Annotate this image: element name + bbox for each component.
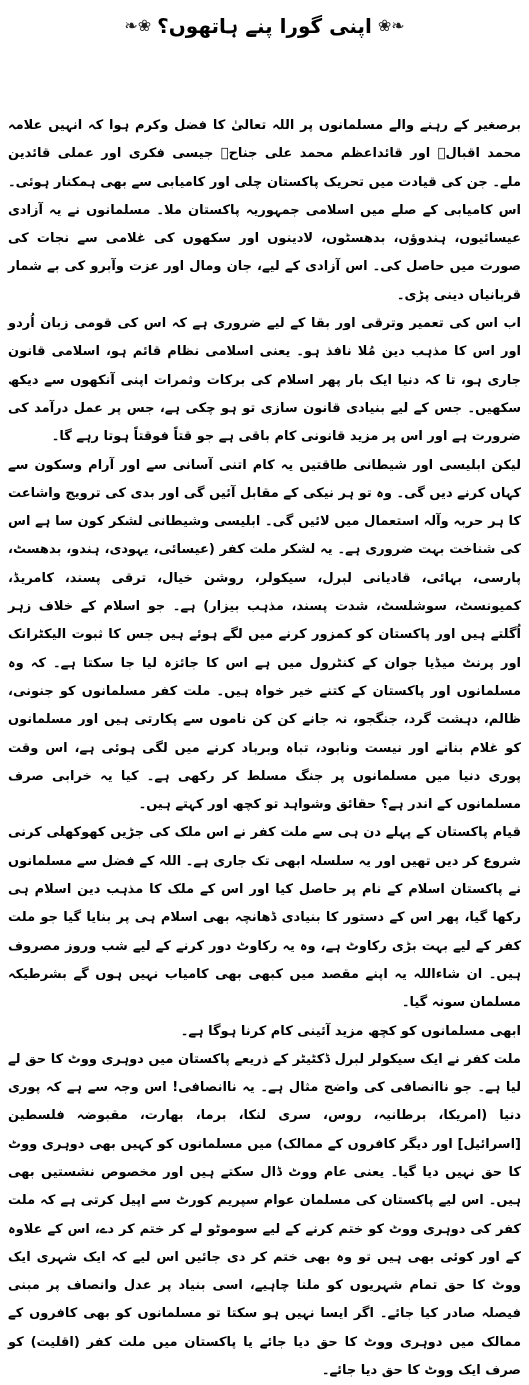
right-flourish-icon: ❀❧ xyxy=(377,16,405,35)
paragraph-1: برصغیر کے رہنے والے مسلمانوں پر اللہ تعالیٰ کا فضل وکرم ہوا کہ انہیں علامہ محمد اقبالؒ اور قائداعظم محمد علی جناحؒ جیسی فکری اور عملی قائدین ملے۔ جن کی قیادت میں تحریک پاکستان چلی اور کامیابی سے بھی ہمکنار ہوئی۔ اس کامیابی کے صلے میں اسلامی جمہوریہ پاکستان ملا۔ مسلمانوں نے یہ آزادی عیسائیوں، ہندوؤں، بدھسٹوں، لادینوں اور سکھوں کی غلامی سے نجات کی صورت میں حاصل کی۔ اس آزادی کے لیے، جان ومال اور عزت وآبرو کی بے شمار قربانیاں دینی پڑی۔ xyxy=(8,118,521,303)
title-bar xyxy=(0,14,529,38)
paragraph-4: قیام پاکستان کے پہلے دن ہی سے ملت کفر نے اس ملک کی جڑیں کھوکھلی کرنی شروع کر دیں تھیں اور یہ سلسلہ ابھی تک جاری ہے۔ اللہ کے فضل سے مسلمانوں نے پاکستان اسلام کے نام پر حاصل کیا اور اس کے ملک کا مذہب دین اسلام ہی رکھا گیا، پھر اس کے دستور کا بنیادی ڈھانچہ بھی اسلام ہی پر بنایا گیا جو ملت کفر کے لیے بہت بڑی رکاوٹ ہے، وہ یہ رکاوٹ دور کرنے کے لیے شب وروز مصروف ہیں۔ ان شاءاللہ یہ اپنے مقصد میں کبھی بھی کامیاب نہیں ہوں گے بشرطیکہ مسلمان سونہ گیا۔ xyxy=(8,825,521,1011)
paragraph-5: ابھی مسلمانوں کو کچھ مزید آئینی کام کرنا ہوگا ہے۔ xyxy=(180,1023,521,1039)
paragraph-2: اب اس کی تعمیر وترقی اور بقا کے لیے ضروری ہے کہ اس کی قومی زبان اُردو اور اس کا مذہب دین مُلا نافذ ہو۔ یعنی اسلامی نظام قائم ہو، اسلامی قانون جاری ہو، تا کہ دنیا ایک بار پھر اسلام کی برکات وثمرات اپنی آنکھوں سے دیکھ سکھیں۔ جس کے لیے بنیادی قانون سازی تو ہو چکی ہے، جس پر عمل درآمد کی ضرورت ہے اور اس پر مزید قانونی کام باقی ہے جو قتاً فوقتاً ہوتا رہے گا۔ xyxy=(8,316,521,445)
page-title: اپنی گورا پنے ہاتھوں؟ xyxy=(157,14,372,38)
paragraph-3: لیکن ابلیسی اور شیطانی طاقتیں یہ کام اتنی آسانی سے اور آرام وسکون سے کہاں کرنے دیں گی۔ وہ تو ہر نیکی کے مقابل آئیں گی اور بدی کی ترویج واشاعت کا ہر حربہ وآلہ استعمال میں لائیں گی۔ ابلیسی وشیطانی لشکر کون سا ہے اس کی شناخت بہت ضروری ہے۔ یہ لشکر ملت کفر (عیسائی، یہودی، ہندو، بدھسٹ، پارسی، بہائی، قادیانی لبرل، سیکولر، روشن خیال، ترقی پسند، کامریڈ، کمیونسٹ، سوشلسٹ، شدت پسند، مذہب بیزار) ہے۔ جو اسلام کے خلاف زہر اُگلتے ہیں اور پاکستان کو کمزور کرنے میں لگے ہوئے ہیں جس کا ثبوت الیکٹرانک اور پرنٹ میڈیا جوان کے کنٹرول میں ہے اس کا جائزہ لیا جا سکتا ہے۔ کہ وہ مسلمانوں اور پاکستان کے کتنے خیر خواہ ہیں۔ ملت کفر مسلمانوں کو جنونی، ظالم، دہشت گرد، جنگجو، نہ جانے کن کن ناموں سے پکارتی ہیں اور مسلمانوں کو غلام بنانے اور نیست ونابود، تباہ وبرباد کرنے میں لگی ہوئی ہے، اس وقت پوری دنیا میں مسلمانوں پر جنگ مسلط کر رکھی ہے۔ کیا یہ خرابی صرف مسلمانوں کے اندر ہے؟ حقائق وشواہد تو کچھ اور کہتے ہیں۔ xyxy=(8,457,521,813)
paragraph-6: ملت کفر نے ایک سیکولر لبرل ڈکٹیٹر کے ذریعے پاکستان میں دوہری ووٹ کا حق لے لیا ہے۔ جو ناانصافی کی واضح مثال ہے۔ یہ ناانصافی! اس وجہ سے ہے کہ پوری دنیا (امریکا، برطانیہ، روس، سری لنکا، برما، بھارت، مقبوضہ فلسطین [اسرائیل] اور دیگر کافروں کے ممالک) میں مسلمانوں کو کہیں بھی دوہری ووٹ کا حق نہیں دیا گیا۔ یعنی عام ووٹ ڈال سکتے ہیں اور مخصوص نشستیں بھی ہیں۔ اس لیے پاکستان کی مسلمان عوام سپریم کورٹ سے اپیل کرتی ہے کہ ملت کفر کی دوہری ووٹ کو ختم کرنے کے لیے سوموٹو لے کر ختم کر دے، اس کے علاوہ کے اور کوئی بھی ہیں تو وہ بھی ختم کر دی جائیں اس لیے کہ ایک شہری ایک ووٹ کا حق تمام شہریوں کو ملنا چاہیے، اسی بنیاد پر عدل وانصاف پر مبنی فیصلہ صادر کیا جائے۔ اگر ایسا نہیں ہو سکتا تو مسلمانوں کو بھی کافروں کے ممالک میں دوہری ووٹ کا حق دیا جائے یا پاکستان میں ملت کفر (اقلیت) کو صرف ایک ووٹ کا حق دیا جائے۔ xyxy=(8,1051,521,1379)
left-flourish-icon: ❧❀ xyxy=(124,16,152,35)
article-body xyxy=(8,112,521,1379)
